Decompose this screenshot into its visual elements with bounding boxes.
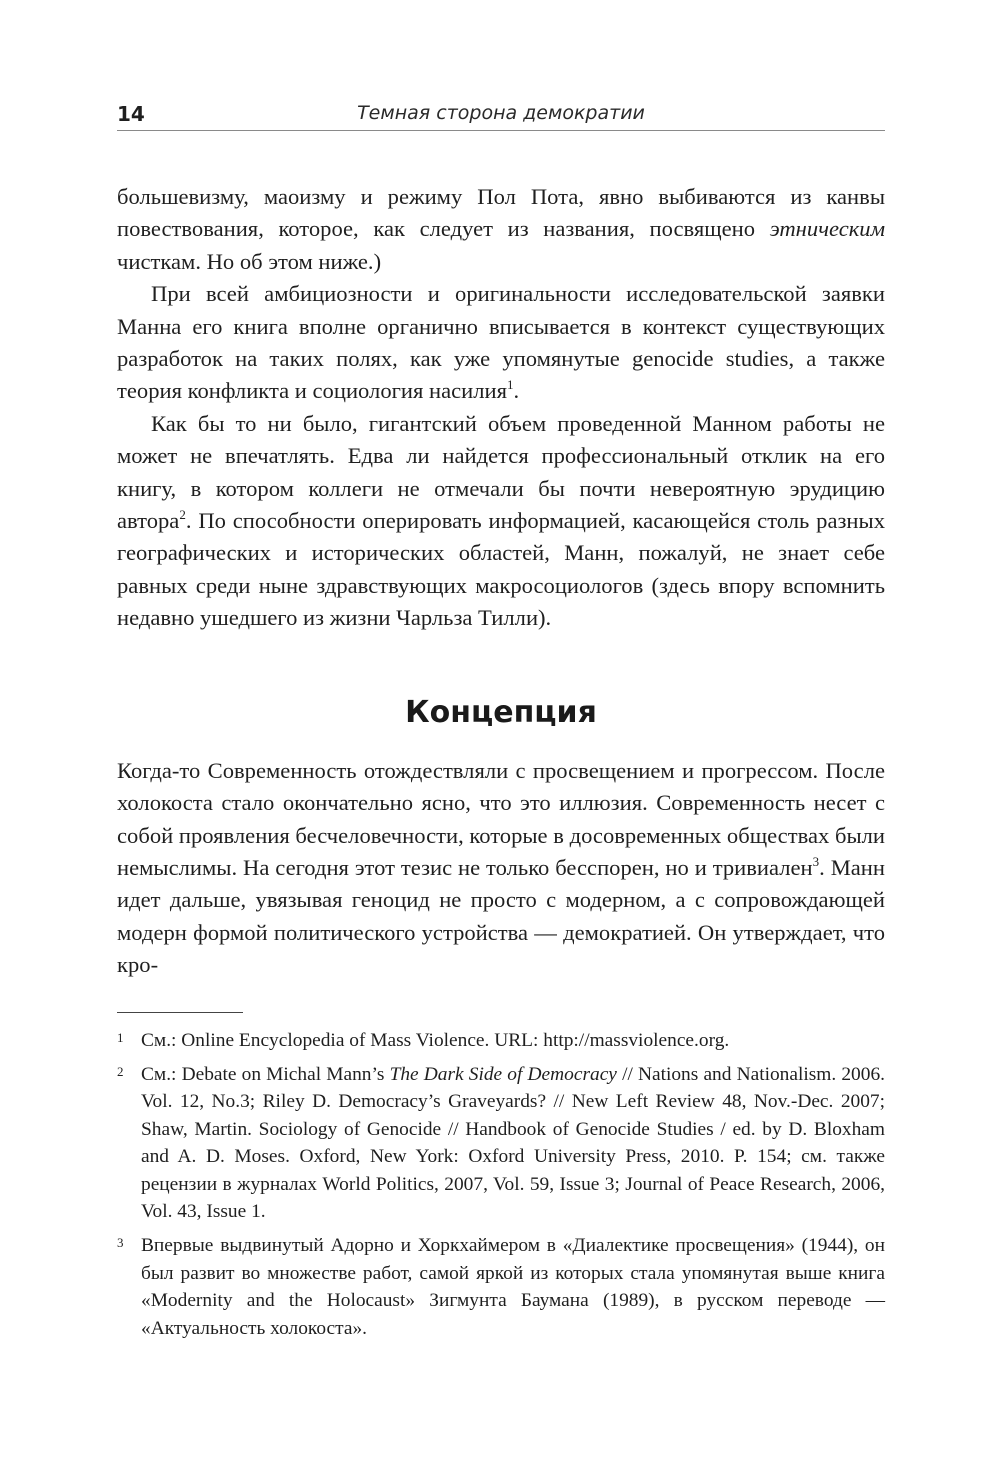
footnote-divider (117, 1012, 243, 1013)
footnote-ref-1[interactable]: 1 (507, 377, 514, 393)
footnote-3 (117, 1232, 885, 1342)
body-text (117, 181, 885, 982)
running-title: Темная сторона демократии (357, 102, 645, 124)
footnote-2 (117, 1061, 885, 1225)
footnote-text-cont: // Nations and Nationalism. 2006. Vol. 12, No.3; Riley D. Democracy’s Graveyards? // New Left Review 48, Nov.-Dec. 2007; Shaw, Martin. Sociology of Genocide // Handbook of Genocide Studies / ed. by D. Bloxham and A. D. Moses. Oxford, New York: Oxford University Press, 2010. P. 154; см. также рецензии в журналах World Politics, 2007, Vol. 59, Issue 3; Journal of Peace Research, 2006, Vol. 43, Issue 1. (141, 1063, 885, 1222)
footnote-number: 3 (117, 1235, 124, 1251)
emphasis-ethnic: этническим (769, 216, 886, 242)
paragraph-erudition: Как бы то ни было, гигантский объем проведенной Манном работы не может не впечатлять. Едва ли найдется профессиональный отклик на его книгу, в котором коллеги не отмечали бы почти невероятную эрудицию автора$^2$. По способности оперировать информацией, касающейся столь разных географических и исторических областей, Манн, пожалуй, не знает себе равных среди ныне здравствующих макросоциологов (здесь впору вспомнить недавно ушедшего из жизни Чарльза Тилли). (117, 410, 885, 631)
paragraph-concept: Когда-то Современность отождествляли с просвещением и прогрессом. После холокоста стало окончательно ясно, что это иллюзия. Современность несет с собой проявления бесчеловечности, которые в досовременных обществах были немыслимы. На сегодня этот тезис не только бесспорен, но и тривиален$^3$. Манн идет дальше, увязывая геноцид не просто с модерном, а с сопровождающей модерн формой политического устройства — демократией. Он утверждает, что кро- (117, 757, 885, 978)
footnote-number: 1 (117, 1029, 124, 1045)
book-page (117, 96, 885, 1349)
page-number: 14 (117, 102, 145, 126)
paragraph-continued: большевизму, маоизму и режиму Пол Пота, явно выбиваются из канвы повествования, которое, как следует из названия, посвящено этническим чисткам. Но об этом ниже.) (117, 184, 886, 274)
footnote-ref-2[interactable]: 2 (179, 507, 186, 523)
book-title: The Dark Side of Democracy (389, 1063, 617, 1085)
paragraph-context: При всей амбициозности и оригинальности исследовательской заявки Манна его книга вполне органично вписывается в контекст существующих разработок на таких полях, как уже упомянутые genocide studies, а также теория конфликта и социология насилия$^1$. (117, 281, 885, 404)
footnote-text: См.: Debate on Michal Mann’s (141, 1063, 385, 1085)
footnote-number: 2 (117, 1063, 124, 1079)
section-heading: Концепция (405, 694, 597, 730)
running-head (117, 96, 885, 131)
footnote-1 (117, 1027, 885, 1054)
footnote-ref-3[interactable]: 3 (812, 853, 820, 869)
footnote-text: Впервые выдвинутый Адорно и Хоркхаймером в «Диалектике просвещения» (1944), он был развит во множестве работ, самой яркой из которых стала упомянутая выше книга «Modernity and the Holocaust» Зигмунта Баумана (1989), в русском переводе — «Актуальность холокоста». (141, 1235, 885, 1339)
footnote-text: См.: Online Encyclopedia of Mass Violence. URL: http://massviolence.org. (141, 1029, 730, 1051)
footnotes (117, 1027, 885, 1342)
